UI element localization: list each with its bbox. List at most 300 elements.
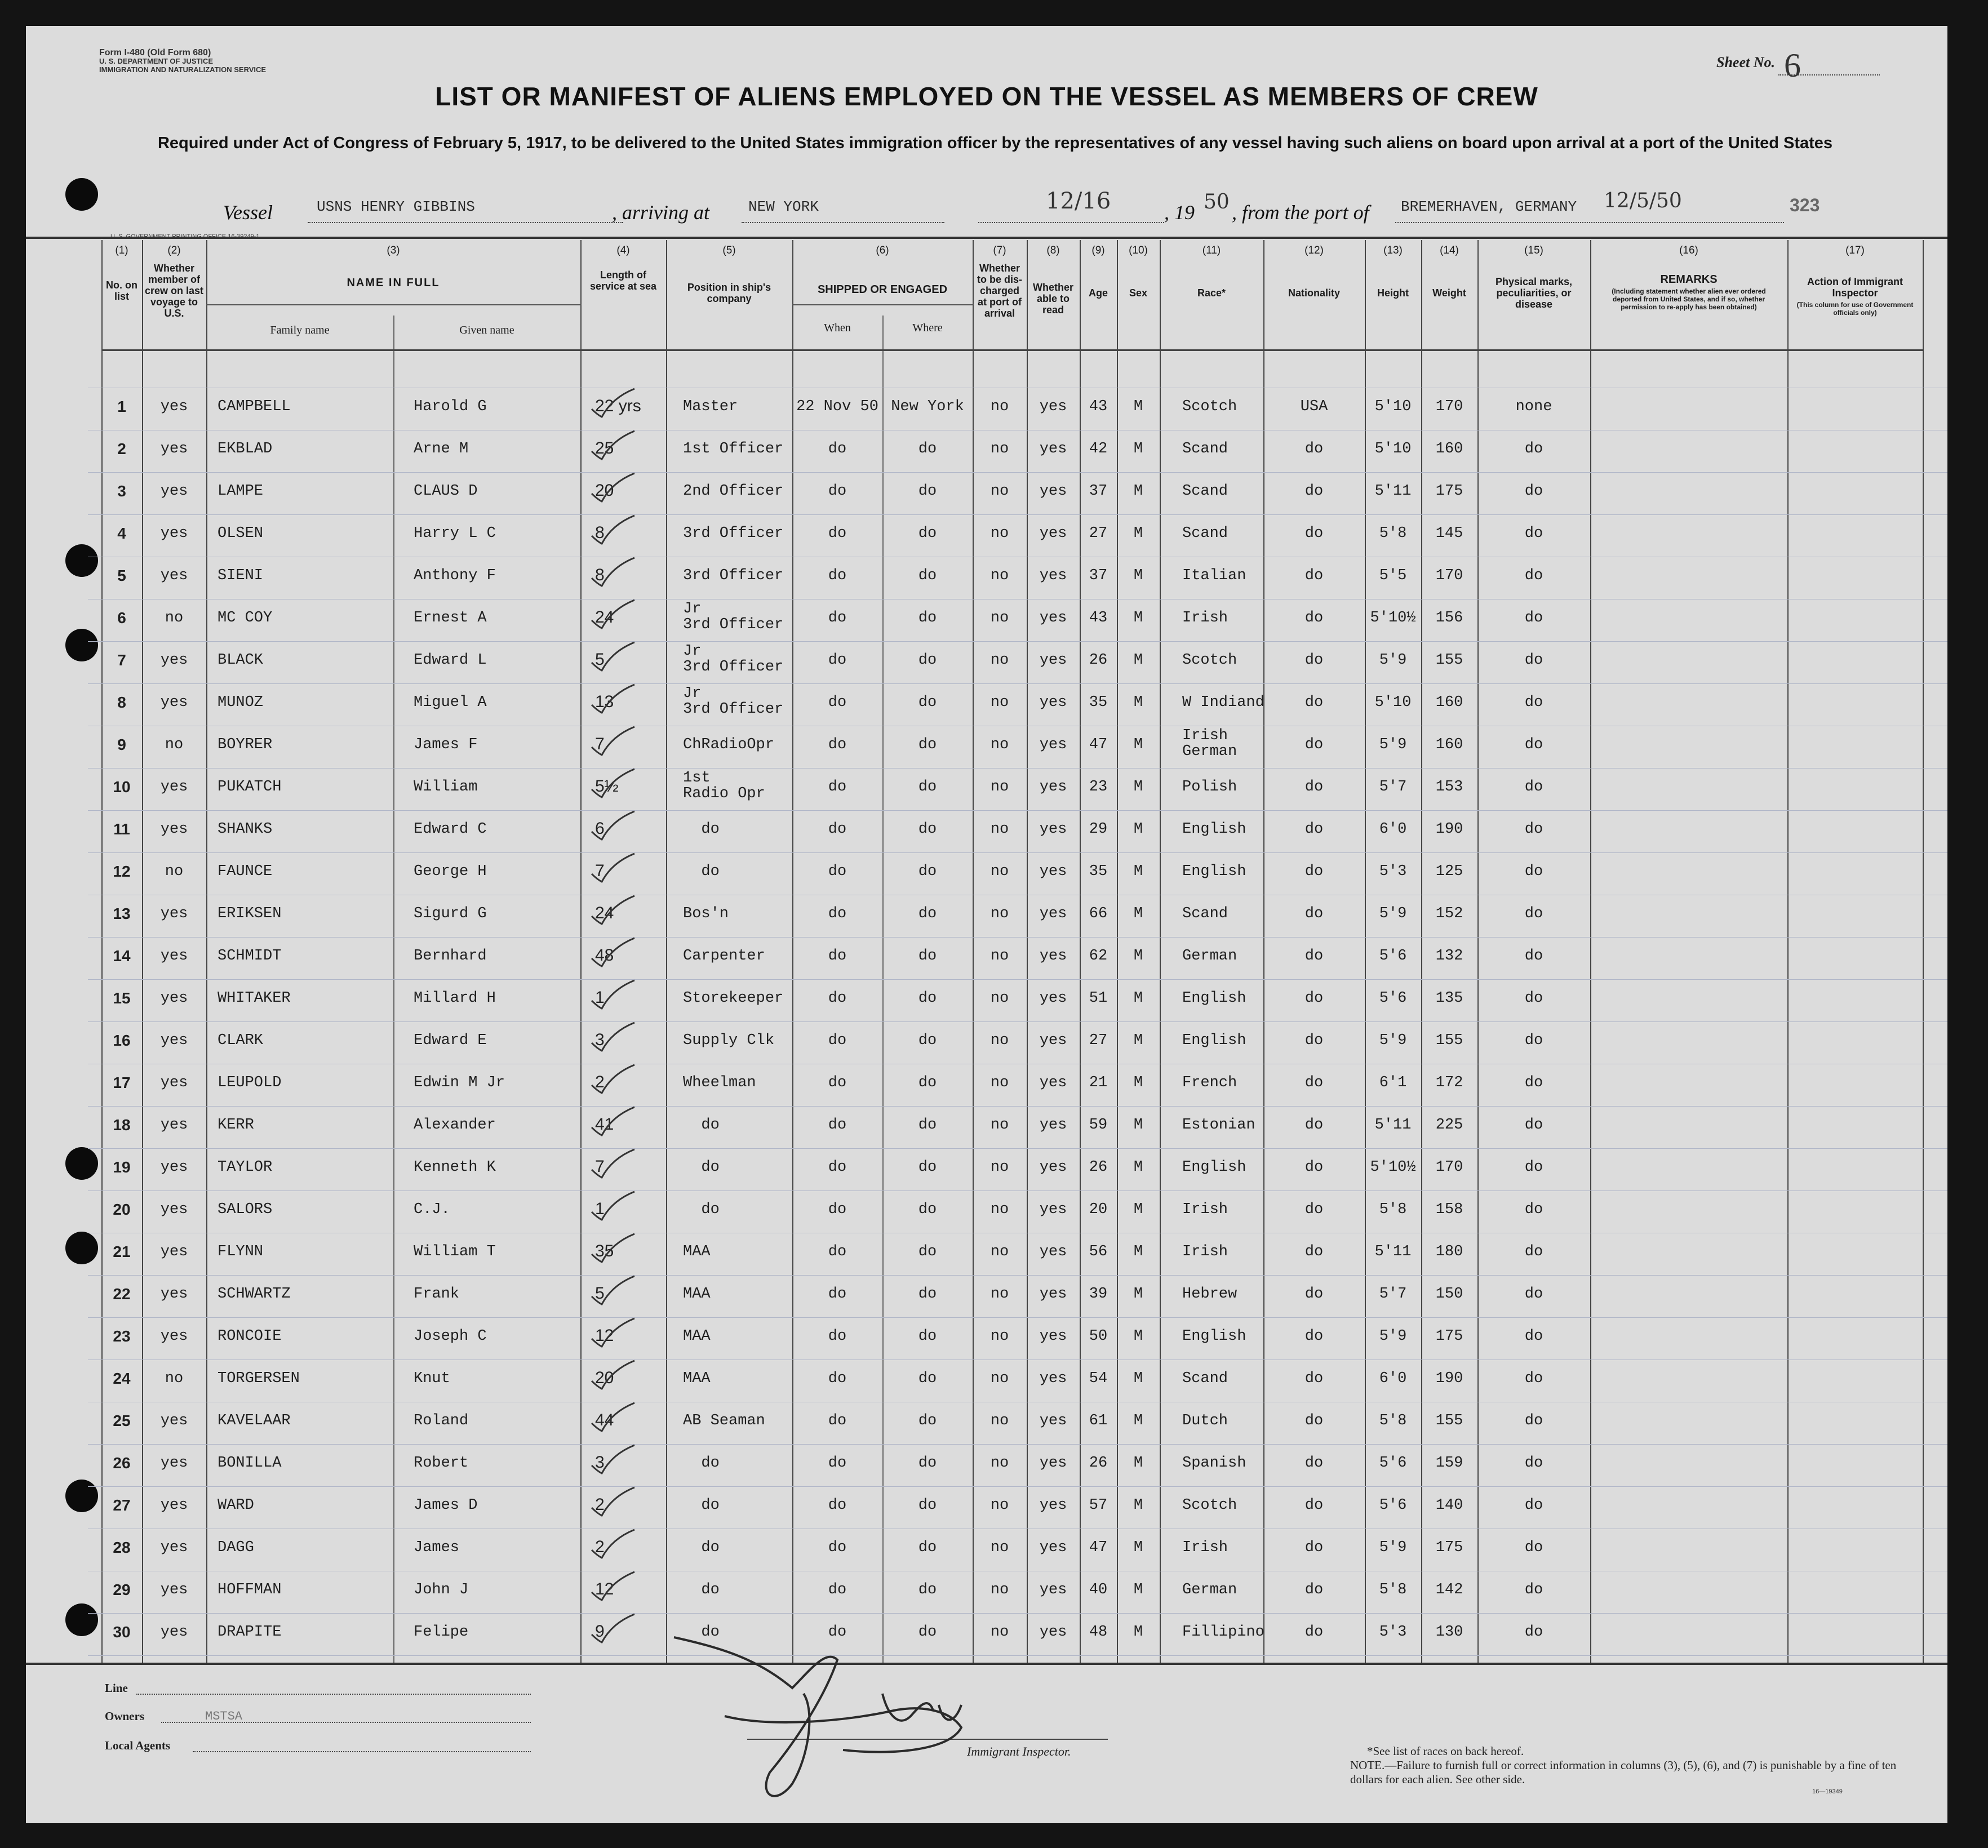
cell-read: yes	[1039, 948, 1067, 965]
cell-position: Jr	[683, 601, 702, 618]
checkmark-icon	[589, 1020, 640, 1054]
cell-when: do	[828, 821, 847, 838]
cell-age: 20	[1089, 1201, 1108, 1218]
from-port-label: , from the port of	[1232, 201, 1369, 224]
col-divider	[666, 240, 667, 1663]
cell-nationality: do	[1304, 1243, 1324, 1260]
department-name: U. S. DEPARTMENT OF JUSTICE	[99, 57, 213, 65]
cell-service-length: 2	[595, 1073, 605, 1091]
cell-discharged: no	[990, 1582, 1009, 1598]
cell-where: do	[918, 1624, 937, 1641]
cell-marks: do	[1524, 694, 1543, 711]
cell-given-name: Sigurd G	[414, 905, 487, 922]
cell-read: yes	[1039, 1455, 1067, 1472]
cell-discharged: no	[990, 567, 1009, 584]
cell-where: do	[918, 1286, 937, 1303]
year-prefix: , 19	[1164, 201, 1195, 224]
row-rule	[88, 641, 1947, 642]
cell-race: Irish	[1182, 1201, 1228, 1218]
cell-family-name: MC COY	[218, 610, 273, 627]
cell-read: yes	[1039, 905, 1067, 922]
hdr-action: Action of Immigrant Inspector	[1807, 276, 1903, 299]
col-num-2: (2)	[167, 245, 181, 256]
checkmark-icon	[589, 1527, 640, 1561]
cell-nationality: do	[1304, 1117, 1324, 1134]
cell-where: do	[918, 948, 937, 965]
cell-read: yes	[1039, 398, 1067, 415]
cell-read: yes	[1039, 821, 1067, 838]
cell-when: do	[828, 525, 847, 542]
cell-service-length: 41	[595, 1115, 614, 1134]
cell-weight: 170	[1435, 398, 1463, 415]
cell-weight: 150	[1435, 1286, 1463, 1303]
cell-given-name: Edward L	[414, 652, 487, 669]
cell-weight: 159	[1435, 1455, 1463, 1472]
row-rule	[88, 1275, 1947, 1276]
cell-discharged: no	[990, 1074, 1009, 1091]
cell-service-length: 3	[595, 1030, 605, 1049]
cell-when: do	[828, 905, 847, 922]
cell-discharged: no	[990, 1412, 1009, 1429]
cell-position: do	[683, 1117, 720, 1134]
cell-no: 21	[113, 1243, 131, 1260]
cell-weight: 160	[1435, 736, 1463, 753]
cell-position: MAA	[683, 1328, 711, 1345]
cell-service-length: 13	[595, 692, 614, 711]
checkmark-icon	[589, 682, 640, 716]
cell-discharged: no	[990, 1370, 1009, 1387]
cell-age: 42	[1089, 441, 1108, 457]
hdr-age: Age	[1088, 287, 1108, 299]
row-rule	[88, 979, 1947, 980]
cell-when: do	[828, 1201, 847, 1218]
cell-position: do	[683, 1624, 720, 1641]
cell-given-name: James D	[414, 1497, 478, 1514]
cell-marks: do	[1524, 1286, 1543, 1303]
cell-position: 1st Officer	[683, 441, 784, 457]
cell-member: yes	[160, 567, 188, 584]
cell-read: yes	[1039, 736, 1067, 753]
cell-age: 27	[1089, 525, 1108, 542]
cell-discharged: no	[990, 1032, 1009, 1049]
cell-nationality: do	[1304, 1624, 1324, 1641]
cell-where: do	[918, 990, 937, 1007]
local-agents-label: Local Agents	[105, 1739, 171, 1752]
checkmark-icon	[589, 767, 640, 801]
col-num-5: (5)	[722, 245, 736, 256]
cell-member: yes	[160, 821, 188, 838]
cell-member: yes	[160, 905, 188, 922]
cell-discharged: no	[990, 1159, 1009, 1176]
cell-no: 30	[113, 1623, 131, 1641]
col-num-12: (12)	[1304, 245, 1324, 256]
row-rule	[88, 1613, 1947, 1614]
cell-weight: 160	[1435, 441, 1463, 457]
cell-family-name: SHANKS	[218, 821, 273, 838]
cell-family-name: KERR	[218, 1117, 254, 1134]
cell-when: 22 Nov 50	[796, 398, 878, 415]
cell-no: 26	[113, 1454, 131, 1472]
cell-no: 22	[113, 1285, 131, 1303]
col-num-16: (16)	[1679, 245, 1698, 256]
cell-sex: M	[1133, 441, 1143, 457]
cell-family-name: SIENI	[218, 567, 264, 584]
row-rule	[88, 1655, 1947, 1656]
cell-height: 5'7	[1379, 779, 1407, 796]
cell-read: yes	[1039, 1582, 1067, 1598]
cell-height: 5'7	[1379, 1286, 1407, 1303]
cell-weight: 132	[1435, 948, 1463, 965]
checkmark-icon	[589, 851, 640, 885]
cell-sex: M	[1133, 1074, 1143, 1091]
cell-given-name: Edward E	[414, 1032, 487, 1049]
cell-weight: 153	[1435, 779, 1463, 796]
cell-no: 18	[113, 1116, 131, 1134]
line-label: Line	[105, 1681, 128, 1695]
cell-age: 62	[1089, 948, 1108, 965]
cell-read: yes	[1039, 1624, 1067, 1641]
cell-nationality: do	[1304, 525, 1324, 542]
cell-given-name: Arne M	[414, 441, 469, 457]
cell-read: yes	[1039, 525, 1067, 542]
cell-discharged: no	[990, 1624, 1009, 1641]
cell-service-length: 44	[595, 1411, 614, 1429]
checkmark-icon	[589, 1316, 640, 1350]
footnote-penalty: NOTE.—Failure to furnish full or correct information in columns (3), (5), (6), and (7) is punishable by a fine of ten dollars for each alien. See other side.	[1350, 1758, 1897, 1786]
cell-where: do	[918, 1032, 937, 1049]
cell-height: 5'9	[1379, 736, 1407, 753]
cell-member: no	[165, 1370, 184, 1387]
cell-age: 47	[1089, 1539, 1108, 1556]
cell-read: yes	[1039, 990, 1067, 1007]
cell-read: yes	[1039, 1497, 1067, 1514]
cell-sex: M	[1133, 948, 1143, 965]
cell-member: yes	[160, 1074, 188, 1091]
checkmark-icon	[589, 1570, 640, 1603]
departure-date: 12/5/50	[1604, 189, 1682, 212]
cell-given-name: John J	[414, 1582, 469, 1598]
checkmark-icon	[589, 429, 640, 463]
cell-age: 26	[1089, 1455, 1108, 1472]
cell-nationality: do	[1304, 1497, 1324, 1514]
checkmark-icon	[589, 513, 640, 547]
cell-marks: do	[1524, 610, 1543, 627]
cell-member: yes	[160, 694, 188, 711]
cell-discharged: no	[990, 610, 1009, 627]
cell-given-name: Joseph C	[414, 1328, 487, 1345]
cell-where: do	[918, 610, 937, 627]
cell-where: do	[918, 1497, 937, 1514]
cell-height: 6'0	[1379, 821, 1407, 838]
cell-nationality: do	[1304, 1370, 1324, 1387]
hdr-action-sub: (This column for use of Government officials only)	[1796, 301, 1914, 317]
cell-sex: M	[1133, 821, 1143, 838]
cell-sex: M	[1133, 1032, 1143, 1049]
cell-family-name: MUNOZ	[218, 694, 264, 711]
cell-when: do	[828, 567, 847, 584]
cell-member: no	[165, 863, 184, 880]
cell-discharged: no	[990, 779, 1009, 796]
cell-member: yes	[160, 525, 188, 542]
cell-member: no	[165, 736, 184, 753]
row-rule	[88, 810, 1947, 811]
form-code: 16—19349	[1812, 1788, 1843, 1795]
cell-service-length: 7	[595, 1157, 605, 1176]
cell-family-name: OLSEN	[218, 525, 264, 542]
binder-hole	[65, 1147, 98, 1180]
cell-age: 40	[1089, 1582, 1108, 1598]
cell-race: Irish	[1182, 1243, 1228, 1260]
col-divider	[393, 316, 394, 1663]
cell-nationality: USA	[1300, 398, 1328, 415]
hdr-family-name: Family name	[270, 324, 330, 336]
cell-given-name: Felipe	[414, 1624, 469, 1641]
cell-given-name: Robert	[414, 1455, 469, 1472]
cell-position: 3rd Officer	[683, 525, 784, 542]
cell-marks: do	[1524, 905, 1543, 922]
cell-height: 5'10	[1374, 441, 1412, 457]
cell-nationality: do	[1304, 652, 1324, 669]
cell-race: Polish	[1182, 779, 1237, 796]
checkmark-icon	[589, 809, 640, 843]
stamp-number: 323	[1790, 195, 1820, 215]
cell-family-name: BOYRER	[218, 736, 273, 753]
cell-position-line2: 3rd Officer	[683, 701, 784, 718]
cell-service-length: 24	[595, 904, 614, 922]
cell-discharged: no	[990, 948, 1009, 965]
cell-service-length: 1	[595, 1200, 605, 1218]
cell-discharged: no	[990, 1243, 1009, 1260]
cell-sex: M	[1133, 1243, 1143, 1260]
cell-height: 5'9	[1379, 905, 1407, 922]
cell-no: 25	[113, 1412, 131, 1429]
row-rule	[88, 852, 1947, 853]
date-underline	[978, 222, 1164, 223]
inspector-signature	[657, 1626, 1006, 1818]
cell-given-name: George H	[414, 863, 487, 880]
cell-race: English	[1182, 1328, 1246, 1345]
cell-discharged: no	[990, 905, 1009, 922]
col-divider	[1787, 240, 1789, 1663]
sheet-number-value: 6	[1784, 47, 1801, 84]
cell-member: yes	[160, 1117, 188, 1134]
checkmark-icon	[589, 1358, 640, 1392]
cell-race: Scand	[1182, 525, 1228, 542]
cell-read: yes	[1039, 1159, 1067, 1176]
cell-marks: do	[1524, 525, 1543, 542]
col-num-10: (10)	[1129, 245, 1148, 256]
cell-discharged: no	[990, 1539, 1009, 1556]
cell-where: New York	[891, 398, 964, 415]
col-divider	[1160, 240, 1161, 1663]
cell-age: 23	[1089, 779, 1108, 796]
checkmark-icon	[589, 1105, 640, 1139]
cell-race: Scand	[1182, 441, 1228, 457]
cell-family-name: BLACK	[218, 652, 264, 669]
cell-read: yes	[1039, 567, 1067, 584]
cell-marks: do	[1524, 1455, 1543, 1472]
cell-position: 1st	[683, 770, 711, 787]
cell-position: do	[683, 1539, 720, 1556]
cell-discharged: no	[990, 483, 1009, 500]
cell-no: 16	[113, 1032, 131, 1049]
inspector-label: Immigrant Inspector.	[967, 1744, 1071, 1758]
cell-member: yes	[160, 1328, 188, 1345]
cell-family-name: PUKATCH	[218, 779, 282, 796]
cell-where: do	[918, 1159, 937, 1176]
cell-when: do	[828, 1117, 847, 1134]
cell-race: Hebrew	[1182, 1286, 1237, 1303]
checkmark-icon	[589, 640, 640, 674]
cell-race: Fillipino	[1182, 1624, 1264, 1641]
cell-weight: 155	[1435, 652, 1463, 669]
form-identifier	[99, 48, 336, 74]
cell-weight: 142	[1435, 1582, 1463, 1598]
vessel-label: Vessel	[223, 201, 273, 224]
cell-member: yes	[160, 1286, 188, 1303]
row-rule	[88, 937, 1947, 938]
cell-sex: M	[1133, 398, 1143, 415]
sheet-number-label: Sheet No.	[1716, 54, 1775, 70]
cell-position: MAA	[683, 1370, 711, 1387]
cell-family-name: CLARK	[218, 1032, 264, 1049]
cell-sex: M	[1133, 652, 1143, 669]
cell-height: 5'6	[1379, 1497, 1407, 1514]
cell-where: do	[918, 736, 937, 753]
cell-sex: M	[1133, 567, 1143, 584]
cell-no: 15	[113, 989, 131, 1007]
cell-sex: M	[1133, 694, 1143, 711]
cell-age: 26	[1089, 1159, 1108, 1176]
cell-sex: M	[1133, 905, 1143, 922]
cell-where: do	[918, 821, 937, 838]
cell-age: 29	[1089, 821, 1108, 838]
cell-marks: do	[1524, 863, 1543, 880]
cell-nationality: do	[1304, 483, 1324, 500]
cell-weight: 152	[1435, 905, 1463, 922]
cell-service-length: 12	[595, 1326, 614, 1345]
cell-service-length: 9	[595, 1622, 605, 1641]
cell-no: 20	[113, 1201, 131, 1218]
hdr-no-on-list: No. on list	[106, 279, 137, 302]
cell-sex: M	[1133, 525, 1143, 542]
cell-family-name: SCHWARTZ	[218, 1286, 291, 1303]
cell-given-name: Knut	[414, 1370, 450, 1387]
cell-sex: M	[1133, 1286, 1143, 1303]
cell-race: Scand	[1182, 1370, 1228, 1387]
cell-member: yes	[160, 441, 188, 457]
cell-race: French	[1182, 1074, 1237, 1091]
row-rule	[88, 1021, 1947, 1022]
cell-read: yes	[1039, 1074, 1067, 1091]
cell-height: 5'8	[1379, 1201, 1407, 1218]
cell-marks: do	[1524, 441, 1543, 457]
cell-service-length: 1	[595, 988, 605, 1007]
cell-height: 6'0	[1379, 1370, 1407, 1387]
cell-marks: do	[1524, 1624, 1543, 1641]
cell-when: do	[828, 1032, 847, 1049]
from-port: BREMERHAVEN, GERMANY	[1401, 198, 1577, 215]
cell-where: do	[918, 1582, 937, 1598]
cell-position: 3rd Officer	[683, 567, 784, 584]
cell-family-name: KAVELAAR	[218, 1412, 291, 1429]
cell-discharged: no	[990, 1455, 1009, 1472]
owners-value: MSTSA	[205, 1709, 243, 1723]
cell-sex: M	[1133, 736, 1143, 753]
page-title: LIST OR MANIFEST OF ALIENS EMPLOYED ON THE VESSEL AS MEMBERS OF CREW	[435, 82, 1538, 111]
checkmark-icon	[589, 725, 640, 758]
cell-race: Scand	[1182, 905, 1228, 922]
cell-family-name: ERIKSEN	[218, 905, 282, 922]
cell-when: do	[828, 1412, 847, 1429]
cell-where: do	[918, 779, 937, 796]
cell-family-name: WARD	[218, 1497, 254, 1514]
cell-age: 37	[1089, 567, 1108, 584]
cell-discharged: no	[990, 821, 1009, 838]
col-divider	[580, 240, 582, 1663]
service-name: IMMIGRATION AND NATURALIZATION SERVICE	[99, 65, 267, 74]
header-bottom-line	[101, 349, 1923, 351]
cell-position: Wheelman	[683, 1074, 756, 1091]
checkmark-icon	[589, 1147, 640, 1181]
cell-read: yes	[1039, 1539, 1067, 1556]
cell-where: do	[918, 1370, 937, 1387]
cell-when: do	[828, 863, 847, 880]
cell-discharged: no	[990, 1286, 1009, 1303]
cell-age: 48	[1089, 1624, 1108, 1641]
cell-race: Spanish	[1182, 1455, 1246, 1472]
cell-when: do	[828, 948, 847, 965]
hdr-length-service: Length of service at sea	[589, 269, 657, 292]
cell-family-name: WHITAKER	[218, 990, 291, 1007]
checkmark-icon	[589, 894, 640, 927]
cell-service-length: 8	[595, 566, 605, 584]
cell-discharged: no	[990, 694, 1009, 711]
cell-where: do	[918, 1243, 937, 1260]
cell-given-name: Miguel A	[414, 694, 487, 711]
cell-height: 5'10	[1374, 694, 1412, 711]
cell-position: MAA	[683, 1243, 711, 1260]
cell-given-name: Anthony F	[414, 567, 496, 584]
cell-position: Supply Clk	[683, 1032, 775, 1049]
hdr-remarks-sub: (Including statement whether alien ever ordered deported from United States, and if so, whether permission to re-apply has been obtained)	[1612, 287, 1766, 311]
cell-age: 39	[1089, 1286, 1108, 1303]
cell-when: do	[828, 483, 847, 500]
table-top-border	[26, 237, 1947, 239]
cell-sex: M	[1133, 1370, 1143, 1387]
cell-no: 1	[117, 398, 126, 415]
footnote-races: *See list of races on back hereof.	[1367, 1744, 1524, 1758]
cell-height: 5'6	[1379, 1455, 1407, 1472]
cell-age: 35	[1089, 863, 1108, 880]
cell-read: yes	[1039, 1117, 1067, 1134]
cell-nationality: do	[1304, 821, 1324, 838]
cell-given-name: Edwin M Jr	[414, 1074, 505, 1091]
cell-position: Bos'n	[683, 905, 729, 922]
cell-when: do	[828, 1370, 847, 1387]
cell-family-name: BONILLA	[218, 1455, 282, 1472]
cell-where: do	[918, 905, 937, 922]
cell-no: 23	[113, 1327, 131, 1345]
cell-family-name: FAUNCE	[218, 863, 273, 880]
cell-race: Irish	[1182, 610, 1228, 627]
col-num-1: (1)	[115, 245, 128, 256]
cell-discharged: no	[990, 441, 1009, 457]
cell-position: Storekeeper	[683, 990, 784, 1007]
checkmark-icon	[589, 1274, 640, 1308]
cell-marks: do	[1524, 1539, 1543, 1556]
local-agents-field	[193, 1751, 531, 1752]
